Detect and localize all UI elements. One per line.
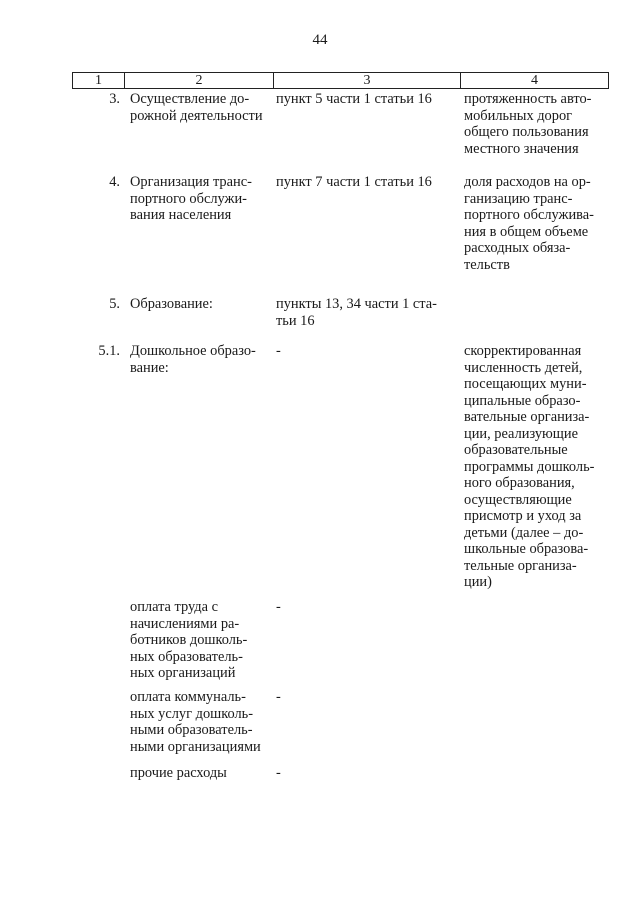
legal-reference	[276, 343, 454, 360]
indicator-text	[464, 174, 612, 273]
indicator-text-line: тельств	[464, 256, 510, 273]
indicator-text-line: ции, реализующие	[464, 425, 578, 442]
row-title	[130, 296, 270, 313]
row-title-line: Организация транс-	[130, 174, 252, 190]
legal-reference-line: -	[276, 689, 281, 705]
row-title-line: начислениями ра-	[130, 615, 240, 632]
indicator-text-line: доля расходов на ор-	[464, 174, 591, 190]
row-title-line: ных услуг дошколь-	[130, 705, 254, 722]
legal-reference	[276, 91, 454, 108]
row-title	[130, 174, 270, 224]
row-title-line: ными образователь-	[130, 722, 253, 738]
page-number: 44	[312, 32, 328, 48]
indicator-text-line: осуществляющие	[464, 491, 572, 508]
row-title-line: Осуществление до-	[130, 91, 250, 107]
indicator-text-line: мобильных дорог	[464, 107, 573, 124]
indicator-text-line: местного значения	[464, 140, 579, 157]
legal-reference	[276, 689, 454, 706]
row-title-line: вание:	[130, 359, 169, 376]
legal-reference	[276, 599, 454, 616]
row-title-line: оплата коммуналь-	[130, 689, 246, 705]
column-header-4: 4	[531, 73, 538, 88]
row-title-line: вания населения	[130, 207, 232, 223]
row-title	[130, 765, 270, 782]
indicator-text-line: тельные организа-	[464, 557, 577, 574]
indicator-text-line: ния в общем объеме	[464, 223, 589, 240]
indicator-text-line: протяженность авто-	[464, 91, 592, 107]
row-title	[130, 689, 270, 755]
legal-reference	[276, 296, 454, 329]
row-title-line: ных организаций	[130, 665, 236, 681]
indicator-text-line: численность детей,	[464, 359, 583, 376]
indicator-text-line: вательные организа-	[464, 409, 590, 425]
indicator-text-line: портного обслужива-	[464, 207, 594, 223]
column-header-3: 3	[274, 73, 461, 88]
indicator-text-line: школьные образова-	[464, 541, 589, 557]
row-title	[130, 343, 270, 376]
indicator-text-line: детьми (далее – до-	[464, 524, 584, 541]
indicator-text-line: ципальные образо-	[464, 392, 581, 409]
row-title-line: Дошкольное образо-	[130, 343, 256, 359]
indicator-text-line: ного образования,	[464, 475, 575, 491]
legal-reference	[276, 174, 454, 191]
legal-reference-line: пункт 5 части 1 статьи 16	[276, 91, 432, 107]
indicator-text	[464, 343, 612, 591]
indicator-text-line: общего пользования	[464, 124, 589, 140]
legal-reference-line: тьи 16	[276, 312, 315, 329]
row-title-line: прочие расходы	[130, 765, 227, 781]
indicator-text-line: программы дошколь-	[464, 458, 595, 475]
column-header-2: 2	[125, 73, 274, 88]
indicator-text-line: ганизацию транс-	[464, 190, 573, 207]
row-number: 3.	[109, 91, 120, 107]
indicator-text-line: ции)	[464, 574, 492, 590]
legal-reference-line: пункты 13, 34 части 1 ста-	[276, 296, 437, 312]
row-title-line: оплата труда с	[130, 599, 218, 615]
table-header-row	[72, 72, 609, 89]
row-title-line: ными организациями	[130, 738, 261, 755]
row-number: 5.1.	[98, 343, 120, 359]
column-header-1: 1	[73, 73, 125, 88]
legal-reference-line: -	[276, 343, 281, 359]
row-title-line: Образование:	[130, 296, 213, 312]
legal-reference-line: -	[276, 599, 281, 615]
legal-reference-line: пункт 7 части 1 статьи 16	[276, 174, 432, 190]
row-title	[130, 599, 270, 682]
indicator-text-line: посещающих муни-	[464, 376, 587, 392]
indicator-text-line: присмотр и уход за	[464, 508, 582, 524]
row-title-line: портного обслужи-	[130, 190, 247, 207]
row-title-line: ботников дошколь-	[130, 632, 248, 648]
indicator-text-line: расходных обяза-	[464, 240, 571, 256]
row-title	[130, 91, 270, 124]
legal-reference	[276, 765, 454, 782]
indicator-text	[464, 91, 612, 157]
row-title-line: рожной деятельности	[130, 107, 263, 124]
row-title-line: ных образователь-	[130, 648, 243, 665]
indicator-text-line: скорректированная	[464, 343, 582, 359]
legal-reference-line: -	[276, 765, 281, 781]
indicator-text-line: образовательные	[464, 442, 568, 458]
row-number: 5.	[109, 296, 120, 312]
row-number: 4.	[109, 174, 120, 190]
